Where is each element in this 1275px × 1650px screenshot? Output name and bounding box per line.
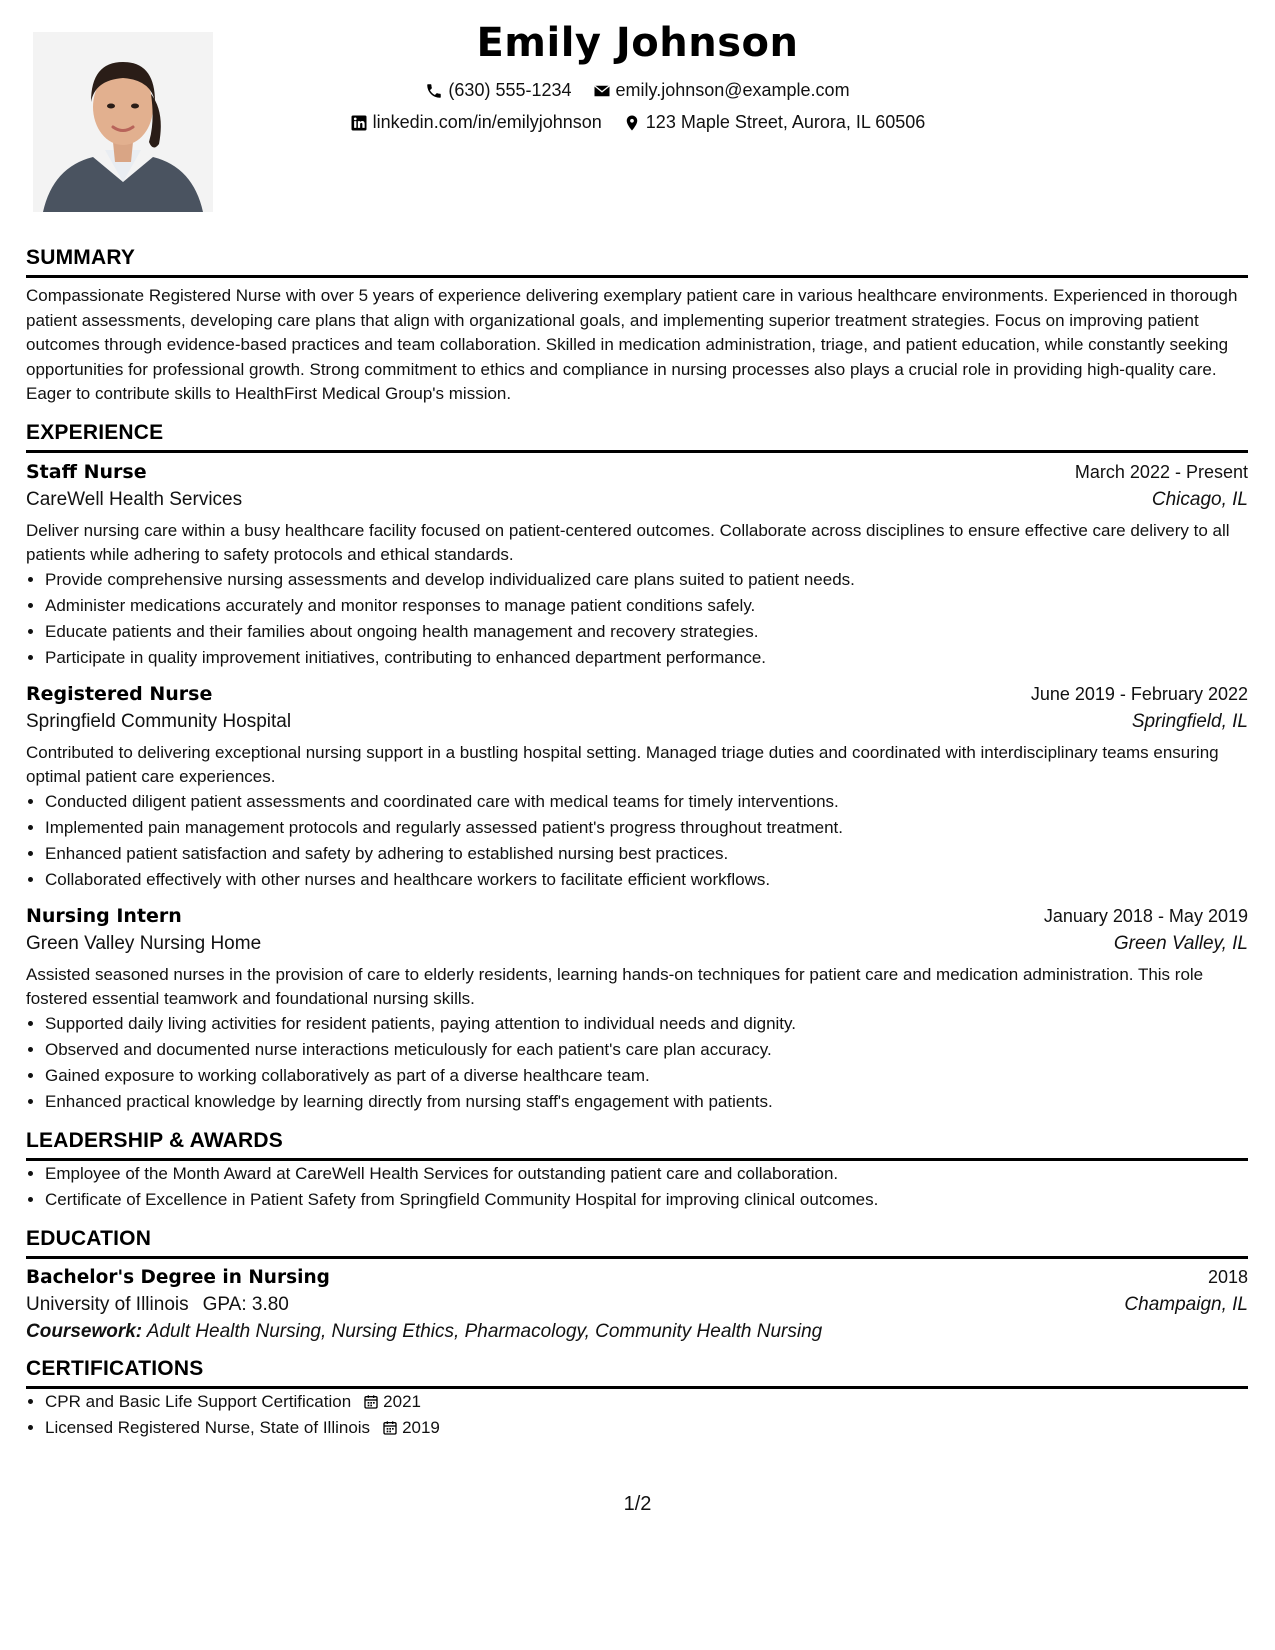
map-pin-icon: [623, 114, 641, 132]
resume-content: [26, 246, 1248, 1441]
list-item: • Employee of the Month Award at CareWell Health Services for outstanding patient care and collaboration.: [45, 1161, 1248, 1187]
candidate-name: Emily Johnson: [476, 20, 799, 66]
list-item: • Implemented pain management protocols and regularly assessed patient's progress throughout treatment.: [45, 815, 1248, 841]
job-company-row: [26, 933, 1248, 955]
job-entry: [26, 683, 1248, 893]
calendar-icon: [363, 1394, 379, 1410]
job-bullets: [26, 1011, 1248, 1115]
list-item: • Observed and documented nurse interactions meticulously for each patient's care plan accuracy.: [45, 1037, 1248, 1063]
job-location: Springfield, IL: [1131, 710, 1248, 732]
job-title: Nursing Intern: [26, 904, 182, 927]
job-description: Deliver nursing care within a busy healthcare facility focused on patient-centered outcomes. Collaborate across disciplines to ensure effective care delivery to all patients while adhering to safety protocols and ethical standards.: [26, 520, 1230, 564]
job-header-row: [26, 905, 1248, 927]
leadership-heading: LEADERSHIP & AWARDS: [26, 1129, 1248, 1161]
address-text: 123 Maple Street, Aurora, IL 60506: [645, 112, 926, 132]
summary-text: Compassionate Registered Nurse with over 5 years of experience delivering exemplary patient care in various healthcare environments. Experienced in thorough patient assessments, developing care plans that align with organizational goals, and implementing superior treatment strategies. Focus on improving patient outcomes through evidence-based practices and team collaboration. Skilled in medication administration, triage, and patient education, while constantly seeking opportunities for professional growth. Strong commitment to ethics and compliance in nursing processes also plays a crucial role in providing high-quality care. Eager to contribute skills to HealthFirst Medical Group's mission.: [26, 286, 1238, 403]
coursework: [26, 1321, 1248, 1343]
job-header-row: [26, 683, 1248, 705]
summary-heading: SUMMARY: [26, 246, 1248, 278]
list-item: • Educate patients and their families about ongoing health management and recovery strategies.: [45, 619, 1248, 645]
certification-year: 2019: [402, 1417, 440, 1437]
list-item: • Collaborated effectively with other nurses and healthcare workers to facilitate efficient workflows.: [45, 867, 1248, 893]
job-dates: June 2019 - February 2022: [1030, 683, 1248, 704]
job-title: Registered Nurse: [26, 682, 213, 705]
certifications-list: [26, 1389, 1248, 1441]
contact-row-secondary: [0, 112, 1275, 137]
certification-year: 2021: [383, 1391, 421, 1411]
certifications-heading: CERTIFICATIONS: [26, 1357, 1248, 1389]
job-location: Green Valley, IL: [1113, 932, 1248, 954]
experience-heading: EXPERIENCE: [26, 421, 1248, 453]
job-description: Assisted seasoned nurses in the provision of care to elderly residents, learning hands-on techniques for patient care and medication administration. This role fostered essential teamwork and foundational nursing skills.: [26, 964, 1204, 1008]
coursework-list: Adult Health Nursing, Nursing Ethics, Pharmacology, Community Health Nursing: [146, 1320, 823, 1342]
list-item: • Enhanced practical knowledge by learning directly from nursing staff's engagement with patients.: [45, 1089, 1248, 1115]
list-item: • Administer medications accurately and monitor responses to manage patient conditions safely.: [45, 593, 1248, 619]
job-company: Green Valley Nursing Home: [26, 932, 262, 954]
school-location: Champaign, IL: [1124, 1293, 1248, 1315]
phone-text: (630) 555-1234: [448, 80, 572, 100]
job-entry: [26, 905, 1248, 1115]
awards-list: [26, 1161, 1248, 1213]
list-item: [45, 1389, 1248, 1415]
contact-phone[interactable]: [425, 80, 571, 101]
job-company: CareWell Health Services: [26, 488, 243, 510]
envelope-icon: [593, 82, 611, 100]
list-item: • Certificate of Excellence in Patient Safety from Springfield Community Hospital for improving clinical outcomes.: [45, 1187, 1248, 1213]
contact-row-primary: [0, 80, 1275, 105]
school-name: University of Illinois: [26, 1293, 189, 1315]
calendar-icon: [382, 1420, 398, 1436]
list-item: • Participate in quality improvement initiatives, contributing to enhanced department performance.: [45, 645, 1248, 671]
job-bullets: [26, 567, 1248, 671]
list-item: [45, 1415, 1248, 1441]
degree: Bachelor's Degree in Nursing: [26, 1266, 330, 1288]
job-company-row: [26, 711, 1248, 733]
job-company-row: [26, 489, 1248, 511]
job-dates: March 2022 - Present: [1074, 461, 1248, 482]
certification-name: • Licensed Registered Nurse, State of Illinois: [45, 1417, 371, 1437]
job-header-row: [26, 461, 1248, 483]
experience-section: [26, 421, 1248, 1115]
certification-name: • CPR and Basic Life Support Certification: [45, 1391, 352, 1411]
education-section: [26, 1227, 1248, 1343]
list-item: • Provide comprehensive nursing assessments and develop individualized care plans suited to patient needs.: [45, 567, 1248, 593]
coursework-label: Coursework:: [26, 1320, 143, 1342]
education-entry: [26, 1267, 1248, 1343]
graduation-year: 2018: [1207, 1266, 1248, 1287]
certification-date: [382, 1415, 440, 1441]
phone-icon: [425, 82, 443, 100]
certification-item: [45, 1415, 1248, 1441]
leadership-section: [26, 1129, 1248, 1213]
linkedin-text: linkedin.com/in/emilyjohnson: [372, 112, 602, 132]
job-title: Staff Nurse: [26, 460, 147, 483]
job-company: Springfield Community Hospital: [26, 710, 292, 732]
education-school-row: [26, 1294, 1248, 1316]
job-description: Contributed to delivering exceptional nursing support in a bustling hospital setting. Managed triage duties and coordinated with interdisciplinary teams ensuring optimal patient care experiences.: [26, 742, 1219, 786]
summary-section: [26, 246, 1248, 407]
job-entry: [26, 461, 1248, 671]
email-text: emily.johnson@example.com: [615, 80, 850, 100]
page-number: 1/2: [623, 1493, 652, 1515]
certifications-section: [26, 1357, 1248, 1441]
job-location: Chicago, IL: [1151, 488, 1248, 510]
education-header-row: [26, 1267, 1248, 1288]
list-item: • Conducted diligent patient assessments and coordinated care with medical teams for timely interventions.: [45, 789, 1248, 815]
list-item: • Supported daily living activities for resident patients, paying attention to individual needs and dignity.: [45, 1011, 1248, 1037]
job-dates: January 2018 - May 2019: [1043, 905, 1248, 926]
linkedin-icon: [350, 114, 368, 132]
list-item: • Enhanced patient satisfaction and safety by adhering to established nursing best practices.: [45, 841, 1248, 867]
school-block: [26, 1294, 289, 1316]
job-bullets: [26, 789, 1248, 893]
contact-email[interactable]: [593, 80, 850, 101]
contact-linkedin[interactable]: [350, 112, 602, 133]
education-heading: EDUCATION: [26, 1227, 1248, 1259]
contact-address: [623, 112, 926, 133]
gpa: GPA: 3.80: [202, 1293, 289, 1315]
certification-item: [45, 1389, 1248, 1415]
list-item: • Gained exposure to working collaboratively as part of a diverse healthcare team.: [45, 1063, 1248, 1089]
certification-date: [363, 1389, 421, 1415]
